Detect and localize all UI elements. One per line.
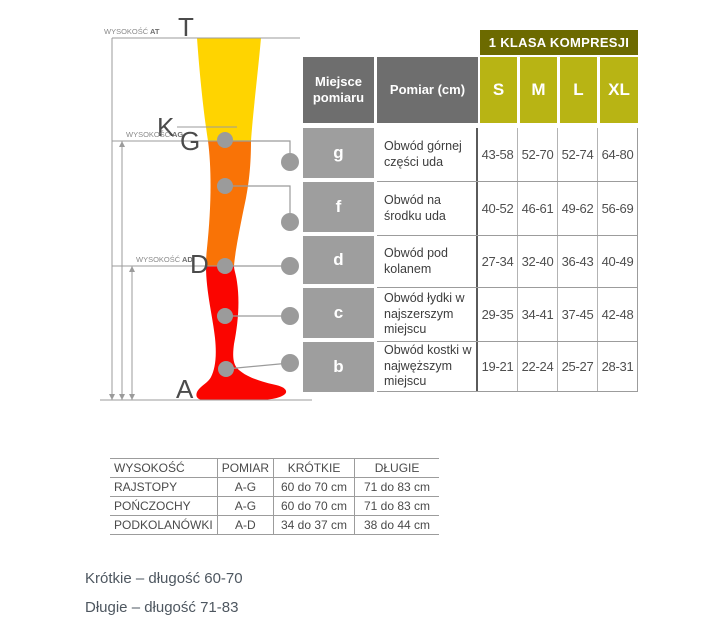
long-length: 71 do 83 cm bbox=[355, 478, 440, 497]
size-value-cell: 43-58 bbox=[476, 128, 517, 181]
measure-range: A-G bbox=[217, 497, 273, 516]
table-row-g bbox=[377, 128, 638, 182]
short-length: 60 do 70 cm bbox=[274, 497, 355, 516]
size-value-cell: 56-69 bbox=[597, 182, 638, 235]
row-letter-b: b bbox=[303, 342, 374, 392]
size-header-m: M bbox=[520, 57, 557, 123]
point-label-d: D bbox=[190, 249, 209, 279]
footnote-long: Długie – długość 71-83 bbox=[85, 599, 239, 616]
table-row-f bbox=[377, 182, 638, 236]
footnote-short: Krótkie – długość 60-70 bbox=[85, 570, 243, 587]
calf-foot-zone bbox=[180, 266, 310, 402]
row-letter-c: c bbox=[303, 288, 374, 338]
size-value-cell: 19-21 bbox=[476, 342, 517, 391]
measurement-dot-c bbox=[217, 308, 233, 324]
column-header-measure: Pomiar (cm) bbox=[377, 57, 478, 123]
length-table-header-row bbox=[110, 459, 439, 478]
length-row-rajstopy bbox=[110, 478, 439, 497]
row-letter-d: d bbox=[303, 236, 374, 284]
length-row-podkolanowki bbox=[110, 516, 439, 535]
product-type: PODKOLANÓWKI bbox=[110, 516, 217, 535]
height-label-at: WYSOKOŚĆ bbox=[104, 27, 149, 36]
length-row-ponczochy bbox=[110, 497, 439, 516]
size-value-cell: 52-74 bbox=[557, 128, 597, 181]
size-table-data-area bbox=[377, 128, 638, 392]
measurement-description: Obwód pod kolanem bbox=[384, 245, 448, 276]
size-value-cell: 37-45 bbox=[557, 288, 597, 341]
size-value-cell: 64-80 bbox=[597, 128, 638, 181]
size-value-cell: 29-35 bbox=[476, 288, 517, 341]
length-header-dlugie: DŁUGIE bbox=[355, 459, 440, 478]
row-dot-d bbox=[281, 257, 299, 275]
measurement-dot-b bbox=[218, 361, 234, 377]
point-label-k: K bbox=[157, 112, 175, 142]
length-header-wysokosc: WYSOKOŚĆ bbox=[110, 459, 217, 478]
row-dot-c bbox=[281, 307, 299, 325]
long-length: 71 do 83 cm bbox=[355, 497, 440, 516]
measurement-description: Obwód na środku uda bbox=[384, 192, 446, 223]
size-value-cell: 40-52 bbox=[476, 182, 517, 235]
long-length: 38 do 44 cm bbox=[355, 516, 440, 535]
height-label-ag: WYSOKOŚĆ bbox=[126, 130, 171, 139]
measure-range: A-G bbox=[217, 478, 273, 497]
length-header-pomiar: POMIAR bbox=[217, 459, 273, 478]
short-length: 34 do 37 cm bbox=[274, 516, 355, 535]
size-value-cell: 34-41 bbox=[517, 288, 557, 341]
row-dot-f bbox=[281, 213, 299, 231]
length-table bbox=[110, 458, 439, 535]
length-header-krotkie: KRÓTKIE bbox=[274, 459, 355, 478]
table-row-d bbox=[377, 236, 638, 288]
size-header-s: S bbox=[480, 57, 517, 123]
measurement-description: Obwód górnej części uda bbox=[384, 138, 462, 169]
measure-range: A-D bbox=[217, 516, 273, 535]
size-value-cell: 32-40 bbox=[517, 236, 557, 287]
point-label-g: G bbox=[180, 126, 201, 156]
table-row-b bbox=[377, 342, 638, 392]
short-length: 60 do 70 cm bbox=[274, 478, 355, 497]
size-value-cell: 28-31 bbox=[597, 342, 638, 391]
measurement-description: Obwód kostki w najwęższym miejscu bbox=[384, 343, 472, 389]
size-value-cell: 42-48 bbox=[597, 288, 638, 341]
measurement-description: Obwód łydki w najszerszym miejscu bbox=[384, 291, 465, 337]
height-label-ad: WYSOKOŚĆ bbox=[136, 255, 181, 264]
table-row-c bbox=[377, 288, 638, 342]
height-suffix-ad: AD bbox=[182, 255, 193, 264]
row-dot-g bbox=[281, 153, 299, 171]
point-label-a: A bbox=[176, 374, 194, 404]
compression-class-banner: 1 KLASA KOMPRESJI bbox=[480, 30, 638, 55]
point-label-t: T bbox=[178, 12, 194, 42]
row-letter-f: f bbox=[303, 182, 374, 232]
size-value-cell: 40-49 bbox=[597, 236, 638, 287]
height-suffix-ag: AG bbox=[172, 130, 184, 139]
measurement-dot-f bbox=[217, 178, 233, 194]
product-type: RAJSTOPY bbox=[110, 478, 217, 497]
size-value-cell: 22-24 bbox=[517, 342, 557, 391]
size-header-l: L bbox=[560, 57, 597, 123]
size-header-xl: XL bbox=[600, 57, 638, 123]
size-value-cell: 25-27 bbox=[557, 342, 597, 391]
size-value-cell: 46-61 bbox=[517, 182, 557, 235]
size-value-cell: 27-34 bbox=[476, 236, 517, 287]
product-type: POŃCZOCHY bbox=[110, 497, 217, 516]
size-value-cell: 36-43 bbox=[557, 236, 597, 287]
size-value-cell: 52-70 bbox=[517, 128, 557, 181]
row-letter-g: g bbox=[303, 128, 374, 178]
measurement-dot-d bbox=[217, 258, 233, 274]
size-value-cell: 49-62 bbox=[557, 182, 597, 235]
height-suffix-at: AT bbox=[150, 27, 160, 36]
measurement-dot-g bbox=[217, 132, 233, 148]
compression-size-table bbox=[303, 30, 638, 392]
column-header-place: Miejsce pomiaru bbox=[303, 57, 374, 123]
row-dot-b bbox=[281, 354, 299, 372]
